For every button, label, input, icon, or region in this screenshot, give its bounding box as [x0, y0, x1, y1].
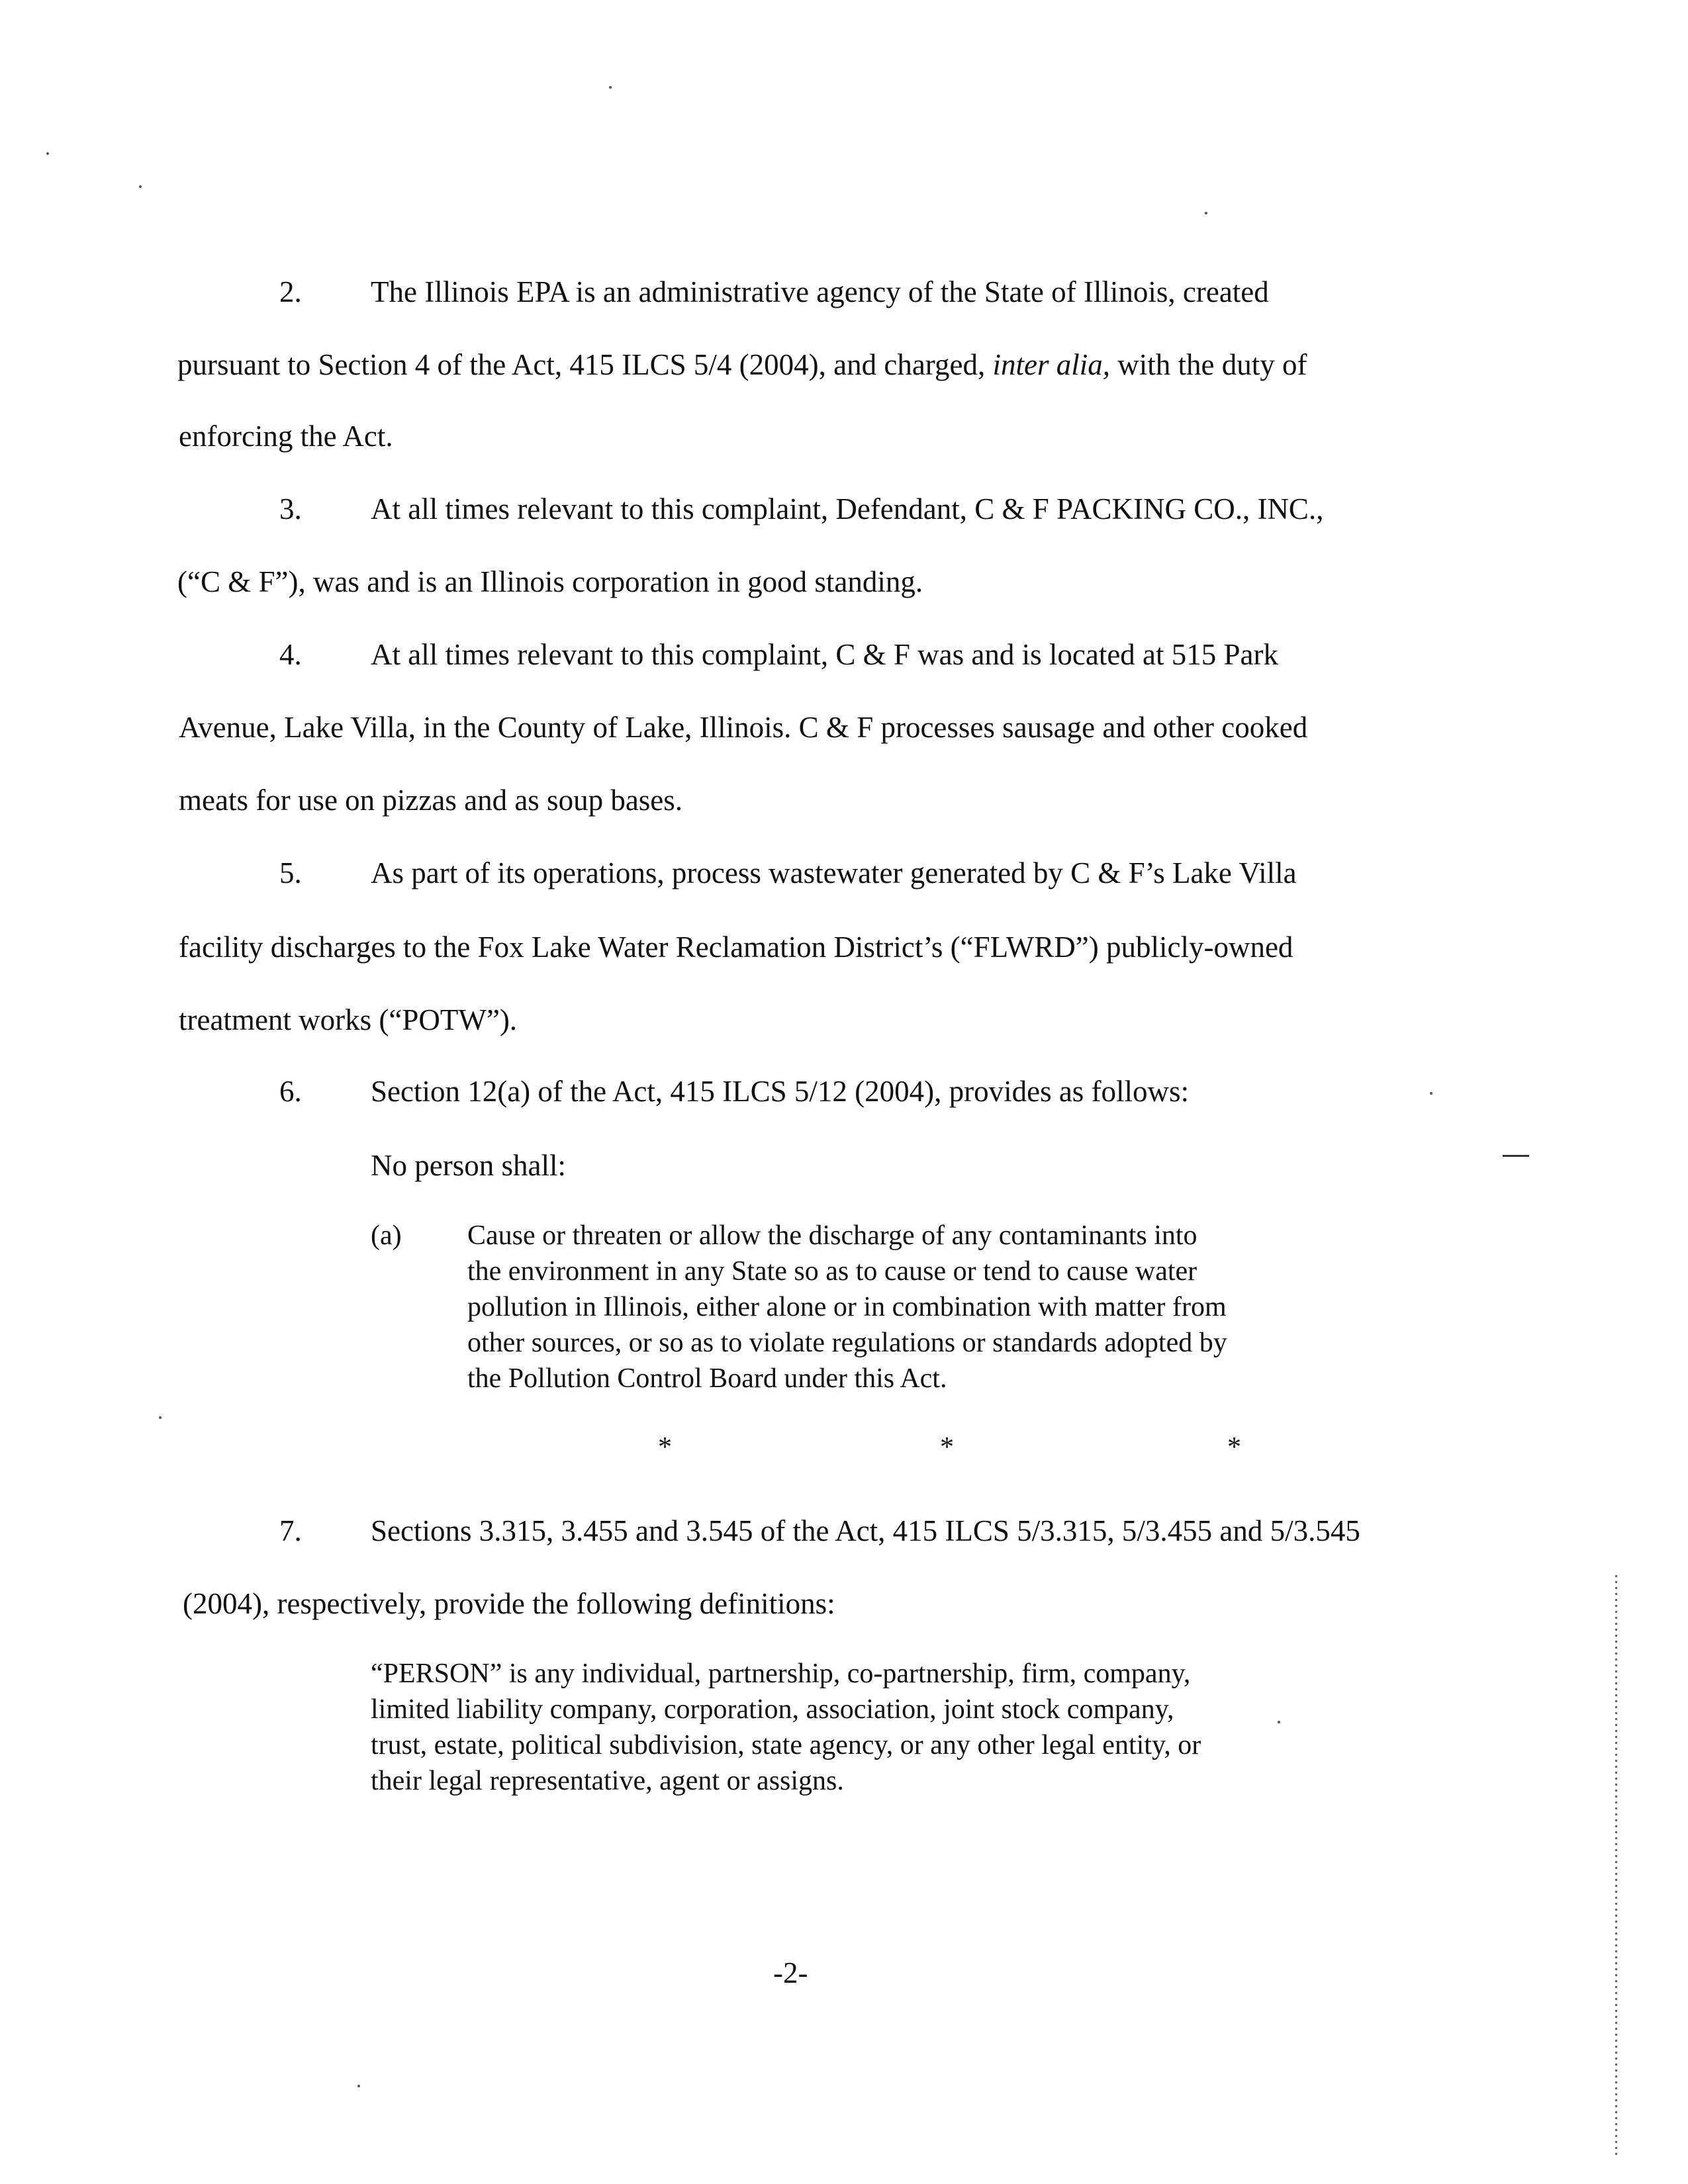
paragraph-7-line-2: (2004), respectively, provide the following definitions: — [183, 1587, 835, 1620]
scan-speck — [1430, 1092, 1432, 1095]
quote-person-line-4: their legal representative, agent or assigns. — [371, 1766, 844, 1796]
paragraph-5-line-3: treatment works (“POTW”). — [179, 1003, 518, 1036]
paragraph-6-line-1: Section 12(a) of the Act, 415 ILCS 5/12 (2004), provides as follows: — [371, 1075, 1190, 1108]
paragraph-2-line-2: pursuant to Section 4 of the Act, 415 ILCS 5/4 (2004), and charged, inter alia, with the duty of — [177, 348, 1307, 381]
quote-12a-line-2: the environment in any State so as to cause or tend to cause water — [467, 1256, 1197, 1287]
scan-speck — [46, 152, 49, 155]
paragraph-4-line-1: At all times relevant to this complaint, C & F was and is located at 515 Park — [371, 638, 1279, 671]
omission-star: * — [1227, 1432, 1241, 1463]
paragraph-4-line-2: Avenue, Lake Villa, in the County of Lake, Illinois. C & F processes sausage and other cooked — [179, 711, 1308, 744]
quote-12a-line-5: the Pollution Control Board under this Act. — [467, 1363, 947, 1394]
quote-12a-line-4: other sources, or so as to violate regulations or standards adopted by — [467, 1328, 1227, 1358]
paragraph-4-number: 4. — [279, 638, 302, 671]
omission-star: * — [940, 1432, 954, 1463]
scan-mark — [1503, 1155, 1529, 1157]
quote-person-line-1: “PERSON” is any individual, partnership, co-partnership, firm, company, — [371, 1659, 1191, 1689]
paragraph-7-line-1: Sections 3.315, 3.455 and 3.545 of the Act, 415 ILCS 5/3.315, 5/3.455 and 5/3.545 — [371, 1514, 1360, 1547]
paragraph-7-number: 7. — [279, 1514, 302, 1547]
scan-speck — [139, 185, 142, 188]
paragraph-3-line-1: At all times relevant to this complaint, Defendant, C & F PACKING CO., INC., — [371, 492, 1324, 525]
paragraph-6-number: 6. — [279, 1075, 302, 1108]
scan-speck — [609, 86, 612, 89]
quote-intro: No person shall: — [371, 1149, 566, 1182]
scan-speck — [357, 2085, 360, 2087]
scan-edge-artifact — [1615, 1575, 1617, 2158]
paragraph-2-line-3: enforcing the Act. — [179, 420, 393, 453]
paragraph-2-line-1: The Illinois EPA is an administrative agency of the State of Illinois, created — [371, 275, 1269, 308]
scan-speck — [1205, 212, 1207, 214]
quote-label-a: (a) — [371, 1220, 402, 1251]
paragraph-3-number: 3. — [279, 492, 302, 525]
omission-star: * — [658, 1432, 672, 1463]
scan-speck — [159, 1416, 162, 1419]
paragraph-2-number: 2. — [279, 275, 302, 308]
quote-person-line-3: trust, estate, political subdivision, state agency, or any other legal entity, or — [371, 1730, 1201, 1760]
paragraph-5-line-2: facility discharges to the Fox Lake Water Reclamation District’s (“FLWRD”) publicly-owned — [179, 931, 1293, 964]
paragraph-5-number: 5. — [279, 856, 302, 889]
quote-12a-line-3: pollution in Illinois, either alone or in combination with matter from — [467, 1292, 1227, 1322]
inter-alia-italic: inter alia, — [992, 348, 1110, 381]
quote-12a-line-1: Cause or threaten or allow the discharge of any contaminants into — [467, 1220, 1197, 1251]
scan-speck — [1278, 1721, 1280, 1723]
paragraph-4-line-3: meats for use on pizzas and as soup bases. — [179, 784, 683, 817]
quote-person-line-2: limited liability company, corporation, association, joint stock company, — [371, 1694, 1174, 1725]
page-number: -2- — [773, 1956, 808, 1989]
paragraph-3-line-2: (“C & F”), was and is an Illinois corporation in good standing. — [177, 565, 923, 598]
paragraph-5-line-1: As part of its operations, process wastewater generated by C & F’s Lake Villa — [371, 856, 1297, 889]
